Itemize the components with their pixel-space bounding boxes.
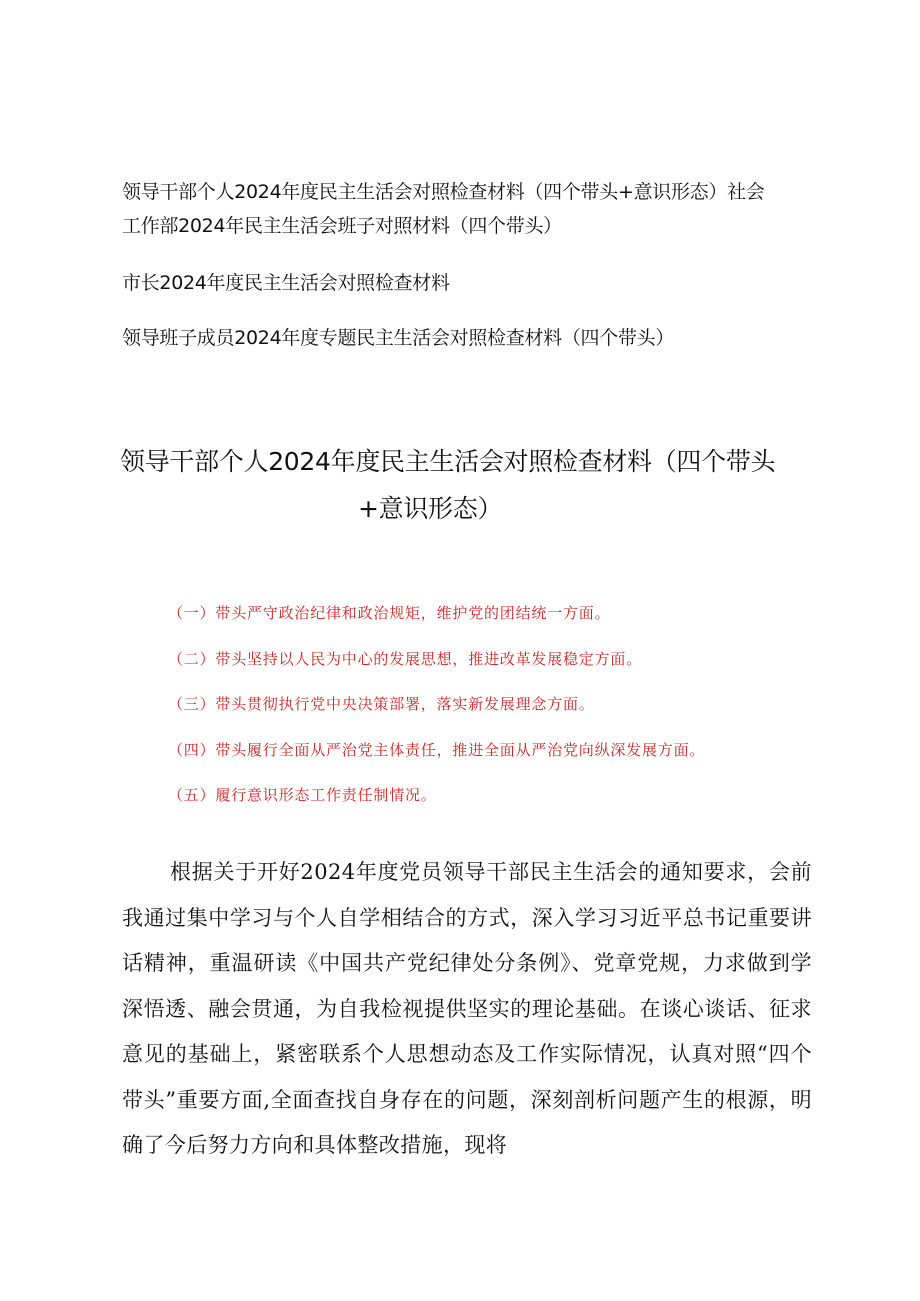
document-title-line-2: +意识形态） [358,494,503,523]
toc-line-3: 市长2024年度民主生活会对照检查材料 [122,272,450,294]
toc-line-1: 领导干部个人2024年度民主生活会对照检查材料（四个带头+意识形态）社会 [122,181,765,203]
document-title-line-1: 领导干部个人2024年度民主生活会对照检查材料（四个带头 [120,447,776,476]
agenda-item: （三）带头贯彻执行党中央决策部署，落实新发展理念方面。 [168,695,595,714]
agenda-item: （五）履行意识形态工作责任制情况。 [168,786,437,805]
document-title [120,438,820,532]
agenda-item: （一）带头严守政治纪律和政治规矩，维护党的团结统一方面。 [168,604,611,622]
body-paragraph: 根据关于开好2024年度党员领导干部民主生活会的通知要求，会前我通过集中学习与个人自学相结合的方式，深入学习习近平总书记重要讲话精神，重温研读《中国共产党纪律处分条例》、党章党规，力求做到学深悟透、融会贯通，为自我检视提供坚实的理论基础。在谈心谈话、征求意见的基础上，紧密联系个人思想动态及工作实际情况，认真对照“四个带头”重要方面,全面查找自身存在的问题，深刻剖析问题产生的根源，明确了今后努力方向和具体整改措施，现将 [122,860,812,1157]
toc-line-2: 工作部2024年民主生活会班子对照材料（四个带头） [122,215,562,237]
agenda-list [168,591,705,819]
toc-line-4: 领导班子成员2024年度专题民主生活会对照检查材料（四个带头） [122,327,675,349]
agenda-item: （二）带头坚持以人民为中心的发展思想，推进改革发展稳定方面。 [168,649,643,668]
agenda-item: （四）带头履行全面从严治党主体责任，推进全面从严治党向纵深发展方面。 [168,740,706,759]
